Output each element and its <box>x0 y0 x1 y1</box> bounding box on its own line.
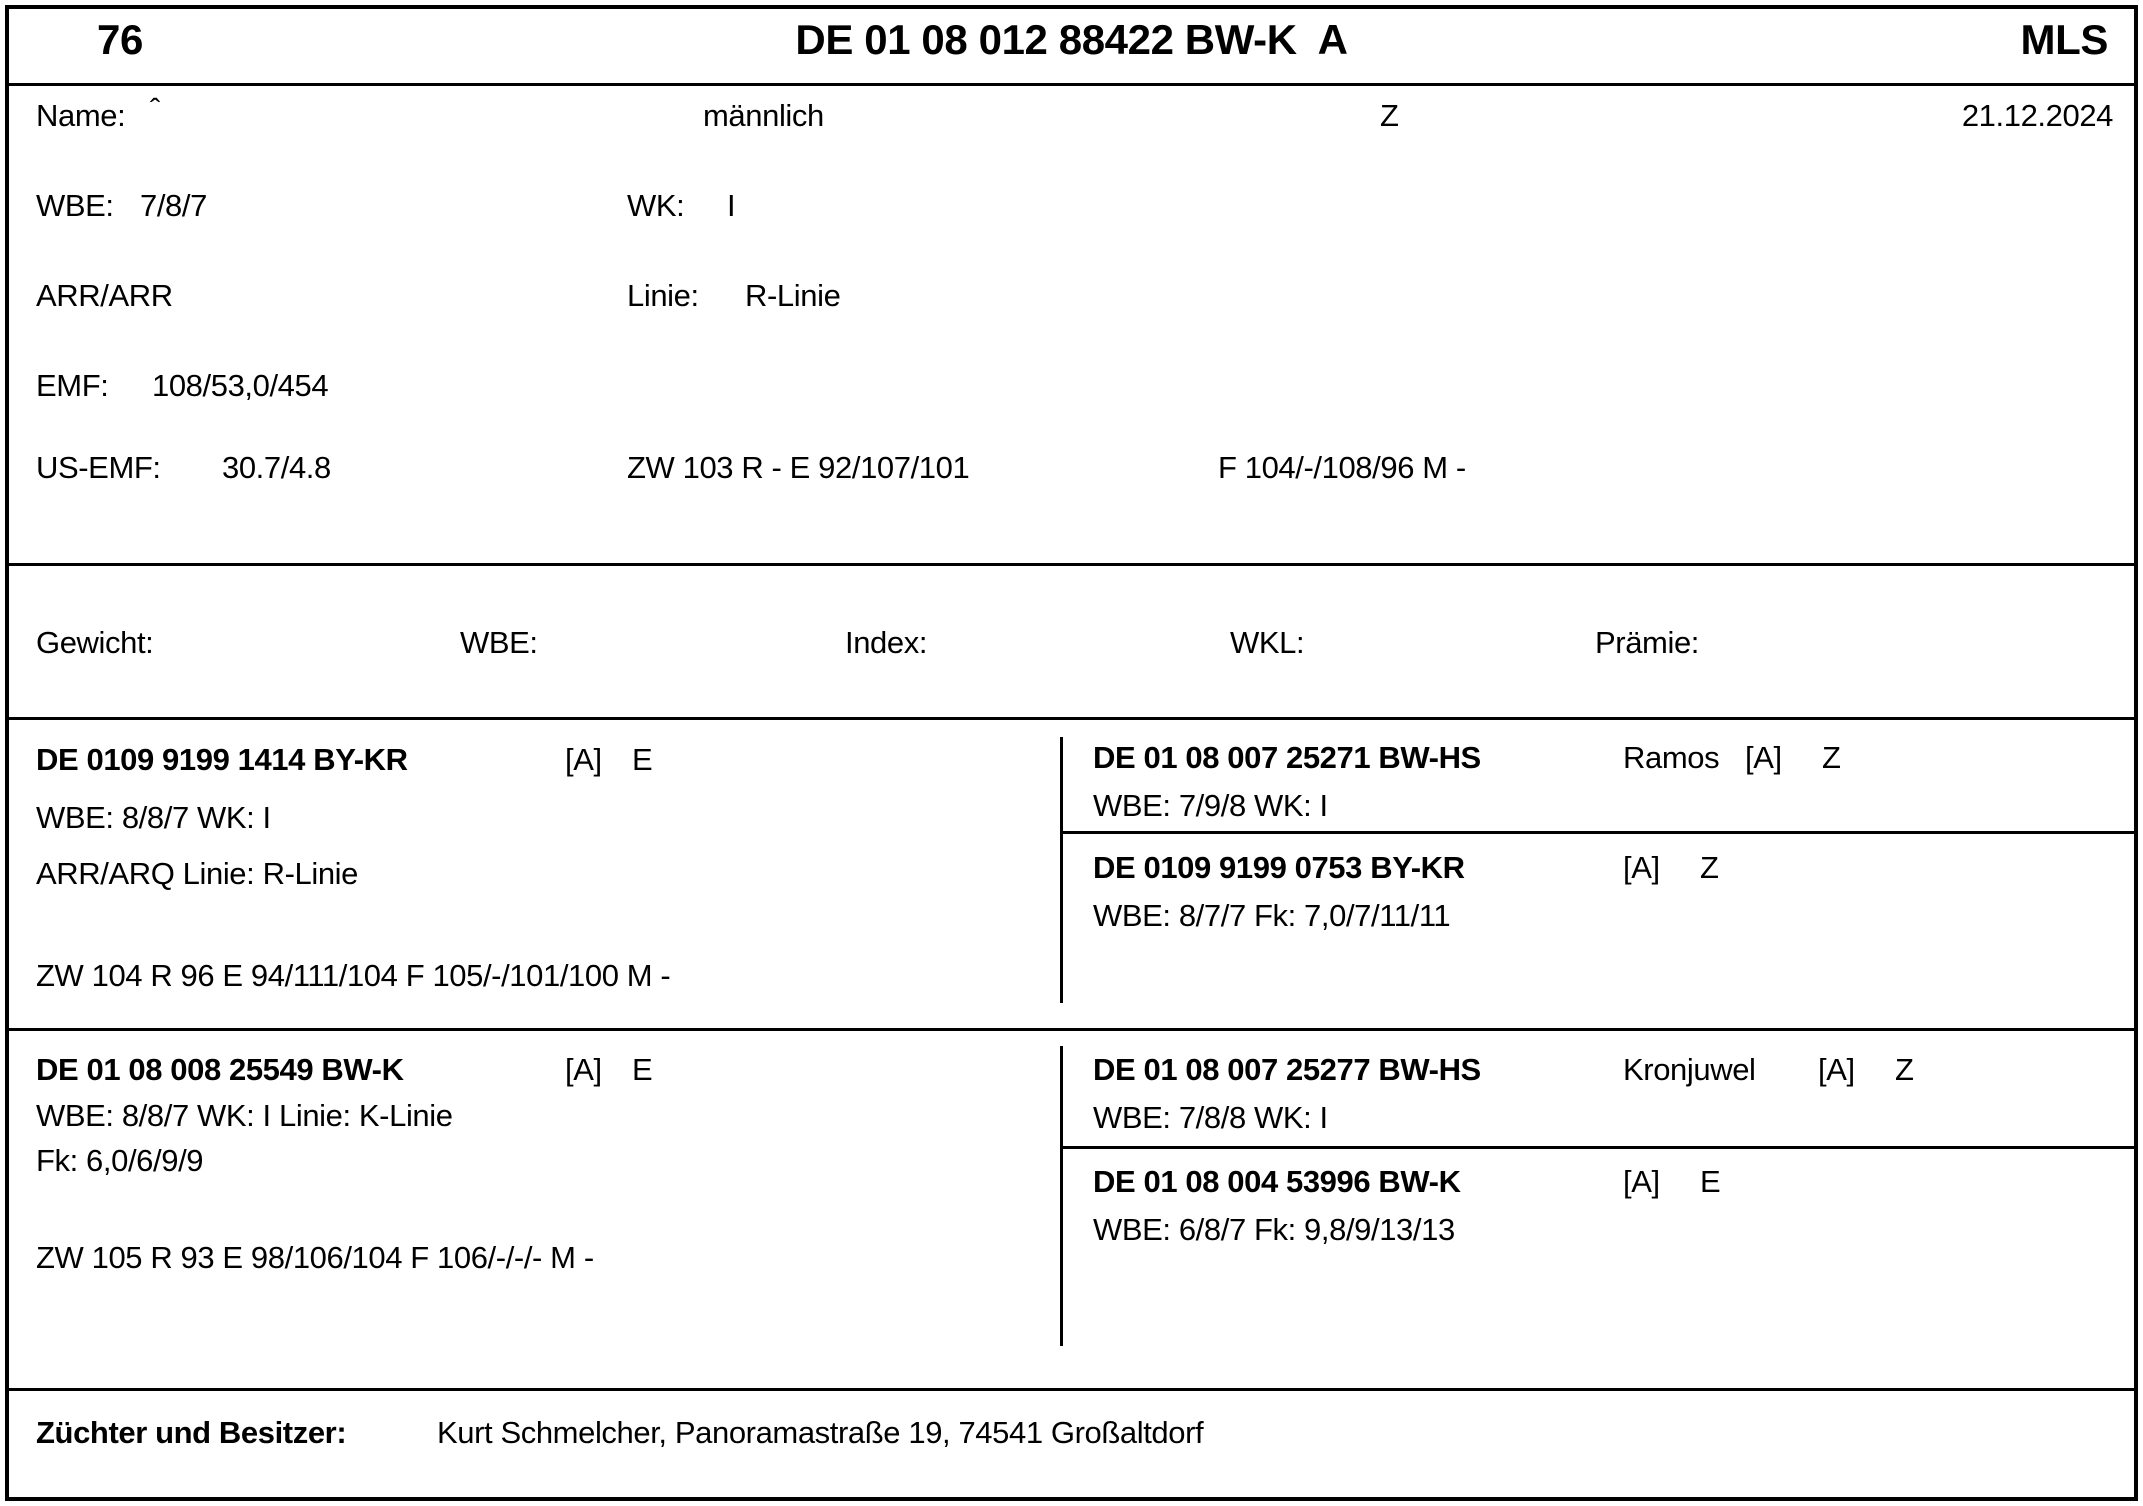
sex-value: männlich <box>703 98 824 133</box>
section-divider-2 <box>9 717 2134 720</box>
us-emf-label: US-EMF: <box>36 450 161 485</box>
wkl-label: WKL: <box>1230 625 1305 660</box>
sire-sire-status: Z <box>1822 740 1841 775</box>
linie-label: Linie: <box>627 278 699 313</box>
header-divider <box>9 83 2134 86</box>
dam-mark: [A] <box>565 1052 602 1087</box>
dam-zw-line: ZW 105 R 93 E 98/106/104 F 106/-/-/- M - <box>36 1240 594 1275</box>
sire-dam-mark: [A] <box>1623 850 1660 885</box>
breeder-owner-label: Züchter und Besitzer: <box>36 1415 347 1450</box>
sire-sire-mark: [A] <box>1745 740 1782 775</box>
name-value: ˆ <box>150 92 160 127</box>
sire-id: DE 0109 9199 1414 BY-KR <box>36 742 408 777</box>
sire-dam-id: DE 0109 9199 0753 BY-KR <box>1093 850 1465 885</box>
dam-sire-id: DE 01 08 007 25277 BW-HS <box>1093 1052 1481 1087</box>
animal-id-title: DE 01 08 012 88422 BW-K A <box>795 16 1348 63</box>
wk-value: I <box>727 188 736 223</box>
sire-detail-line: ARR/ARQ Linie: R-Linie <box>36 856 358 891</box>
dam-sire-mark: [A] <box>1818 1052 1855 1087</box>
dam-ancestor-divider <box>1060 1146 2134 1149</box>
linie-value: R-Linie <box>745 278 841 313</box>
us-emf-value: 30.7/4.8 <box>222 450 331 485</box>
sire-wbe-line: WBE: 8/8/7 WK: I <box>36 800 271 835</box>
dam-wbe-line: WBE: 8/8/7 WK: I Linie: K-Linie <box>36 1098 453 1133</box>
dam-id: DE 01 08 008 25549 BW-K <box>36 1052 404 1087</box>
section-divider-4 <box>9 1388 2134 1391</box>
dam-sire-name: Kronjuwel <box>1623 1052 1756 1087</box>
pedigree-vertical-divider-2 <box>1060 1046 1063 1346</box>
sire-zw-line: ZW 104 R 96 E 94/111/104 F 105/-/101/100 M - <box>36 958 671 993</box>
dam-status: E <box>632 1052 653 1087</box>
dam-dam-id: DE 01 08 004 53996 BW-K <box>1093 1164 1461 1199</box>
name-label: Name: <box>36 98 126 133</box>
sire-status: E <box>632 742 653 777</box>
zw-value: ZW 103 R - E 92/107/101 <box>627 450 970 485</box>
org-code: MLS <box>2020 16 2108 63</box>
date-value: 21.12.2024 <box>1961 98 2113 133</box>
sire-mark: [A] <box>565 742 602 777</box>
status-letter: Z <box>1380 98 1399 133</box>
wk-label: WK: <box>627 188 685 223</box>
sire-dam-wbe-line: WBE: 8/7/7 Fk: 7,0/7/11/11 <box>1093 898 1451 933</box>
genotype-value: ARR/ARR <box>36 278 173 313</box>
measure-wbe-label: WBE: <box>460 625 538 660</box>
wbe-label: WBE: <box>36 188 114 223</box>
emf-value: 108/53,0/454 <box>152 368 329 403</box>
catalog-number: 76 <box>97 16 143 63</box>
gewicht-label: Gewicht: <box>36 625 154 660</box>
dam-sire-status: Z <box>1895 1052 1914 1087</box>
sire-dam-status: Z <box>1700 850 1719 885</box>
index-label: Index: <box>845 625 928 660</box>
praemie-label: Prämie: <box>1595 625 1700 660</box>
pedigree-vertical-divider-1 <box>1060 737 1063 1003</box>
section-divider-3 <box>9 1028 2134 1031</box>
sire-sire-wbe-line: WBE: 7/9/8 WK: I <box>1093 788 1328 823</box>
emf-label: EMF: <box>36 368 109 403</box>
dam-sire-wbe-line: WBE: 7/8/8 WK: I <box>1093 1100 1328 1135</box>
section-divider-1 <box>9 563 2134 566</box>
dam-dam-wbe-line: WBE: 6/8/7 Fk: 9,8/9/13/13 <box>1093 1212 1455 1247</box>
wbe-value: 7/8/7 <box>140 188 207 223</box>
breeder-owner-value: Kurt Schmelcher, Panoramastraße 19, 74541 Großaltdorf <box>437 1415 1204 1450</box>
f-value: F 104/-/108/96 M - <box>1218 450 1466 485</box>
dam-dam-status: E <box>1700 1164 1721 1199</box>
sire-ancestor-divider <box>1060 831 2134 834</box>
sire-sire-id: DE 01 08 007 25271 BW-HS <box>1093 740 1481 775</box>
dam-dam-mark: [A] <box>1623 1164 1660 1199</box>
dam-detail-line: Fk: 6,0/6/9/9 <box>36 1143 204 1178</box>
sire-sire-name: Ramos <box>1623 740 1720 775</box>
